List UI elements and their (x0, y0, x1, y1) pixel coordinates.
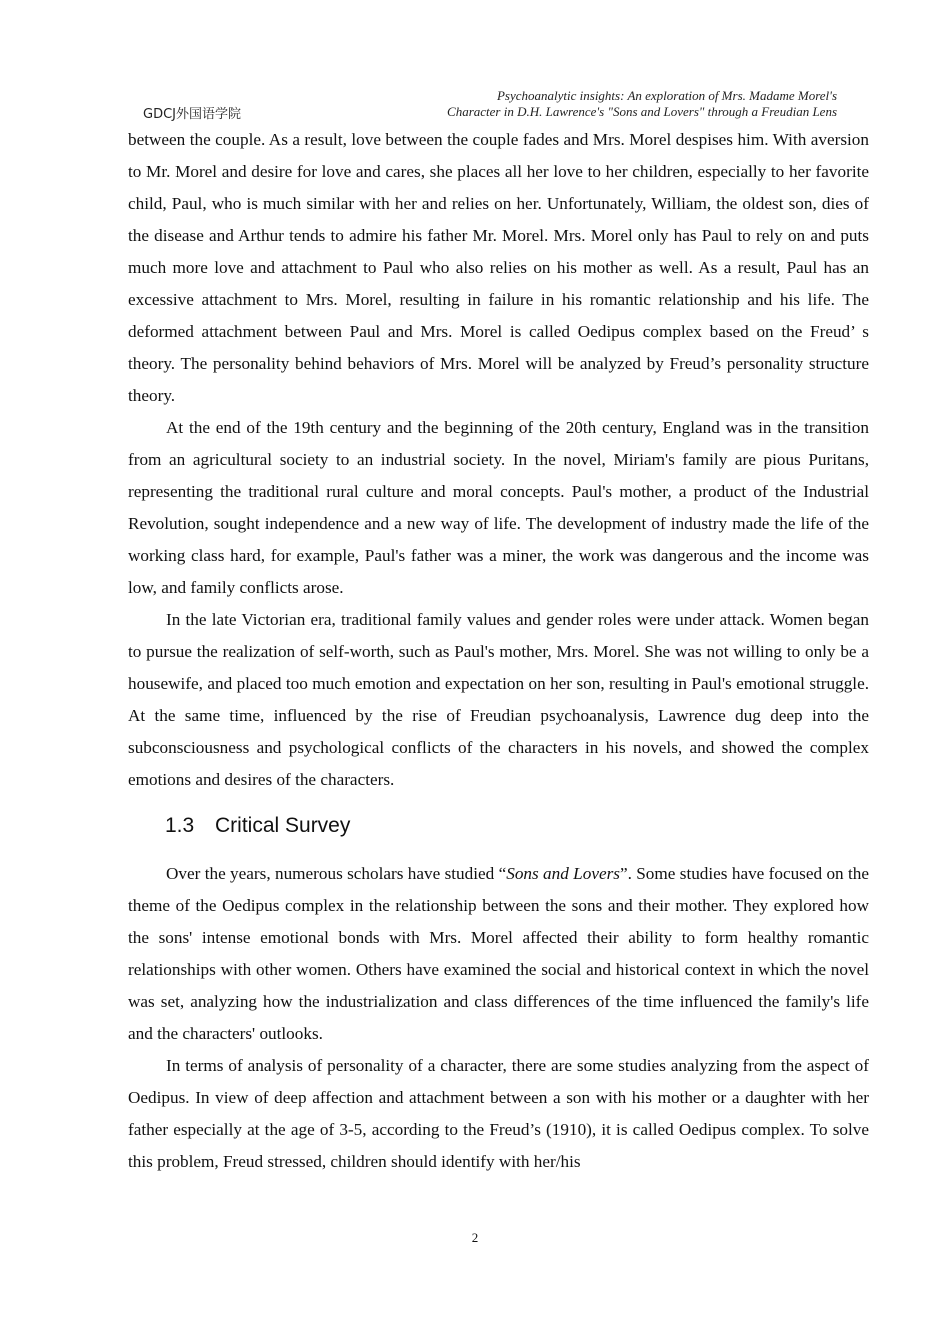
paragraph-continuation: between the couple. As a result, love between the couple fades and Mrs. Morel despises him. With aversion to Mr. Morel and desire for love and cares, she places all her love to her children, especially to her favorite child, Paul, who is much similar with her and relies on her. Unfortunately, William, the oldest son, dies of the disease and Arthur tends to admire his father Mr. Morel. Mrs. Morel only has Paul to rely on and puts much more love and attachment to Paul who also relies on his mother as well. As a result, Paul has an excessive attachment to Mrs. Morel, resulting in failure in his romantic relationship and his life. The deformed attachment between Paul and Mrs. Morel is called Oedipus complex based on the Freud’ s theory. The personality behind behaviors of Mrs. Morel will be analyzed by Freud’s personality structure theory. (128, 130, 869, 405)
section-heading (128, 796, 869, 858)
paragraph-scholarship-rest: ”. Some studies have focused on the theme of the Oedipus complex in the relationship between the sons and their mother. They explored how the sons' intense emotional bonds with Mrs. Morel affected their ability to form healthy romantic relationships with other women. Others have examined the social and historical context in which the novel was set, analyzing how the industrialization and class differences of the time influenced the family's life and the characters' outlooks. (128, 864, 869, 1043)
paragraph-victorian-era: In the late Victorian era, traditional family values and gender roles were under attack. Women began to pursue the realization of self-worth, such as Paul's mother, Mrs. Morel. She was not willing to only be a housewife, and placed too much emotion and expectation on her son, resulting in Paul's emotional struggle. At the same time, influenced by the rise of Freudian psychoanalysis, Lawrence dug deep into the subconsciousness and psychological conflicts of the characters in his novels, and showed the complex emotions and desires of the characters. (128, 610, 869, 789)
paragraph-scholarship-start: Over the years, numerous scholars have studied “ (166, 864, 507, 883)
paragraph-historical-context: At the end of the 19th century and the beginning of the 20th century, England was in the transition from an agricultural society to an industrial society. In the novel, Miriam's family are pious Puritans, representing the traditional rural culture and moral concepts. Paul's mother, a product of the Industrial Revolution, sought independence and a new way of life. The development of industry made the life of the working class hard, for example, Paul's father was a miner, the work was dangerous and the income was low, and family conflicts arose. (128, 418, 869, 597)
paragraph-scholarship (128, 858, 869, 1050)
body-text (128, 124, 869, 1178)
header-title-line-2: Character in D.H. Lawrence's "Sons and Lovers" through a Freudian Lens (447, 104, 837, 119)
header-title-line-1: Psychoanalytic insights: An exploration of Mrs. Madame Morel's (496, 88, 837, 103)
novel-title: Sons and Lovers (506, 864, 620, 883)
header-running-title (447, 88, 837, 120)
paragraph-oedipus: In terms of analysis of personality of a character, there are some studies analyzing from the aspect of Oedipus. In view of deep affection and attachment between a son with his mother or a daughter with her father especially at the age of 3-5, according to the Freud’s (1910), it is called Oedipus complex. To solve this problem, Freud stressed, children should identify with her/his (128, 1056, 869, 1171)
section-number: 1.3 (165, 814, 195, 837)
header-institution: GDCJ外国语学院 (143, 107, 241, 122)
section-title: Critical Survey (215, 814, 351, 837)
page-number: 2 (471, 1230, 479, 1245)
